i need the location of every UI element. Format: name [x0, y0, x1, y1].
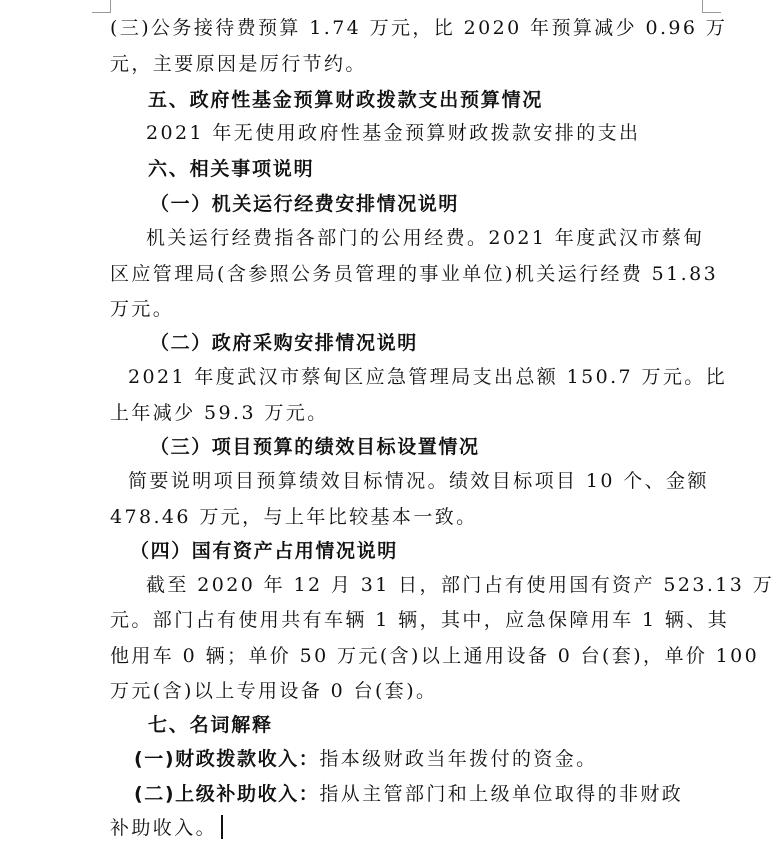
paragraph-performance-goals-cont: 478.46 万元，与上年比较基本一致。: [110, 506, 478, 528]
subheading-performance-goals: （三）项目预算的绩效目标设置情况: [150, 436, 480, 458]
heading-section-5: 五、政府性基金预算财政拨款支出预算情况: [148, 89, 544, 111]
paragraph-reception-budget: (三)公务接待费预算 1.74 万元，比 2020 年预算减少 0.96 万: [110, 17, 728, 39]
paragraph-procurement-cont: 上年减少 59.3 万元。: [110, 402, 329, 424]
term-superior-subsidy: [134, 781, 683, 807]
paragraph-operating-costs-cont: 区应管理局(含参照公务员管理的事业单位)机关运行经费 51.83: [110, 263, 719, 285]
paragraph-reception-budget-cont: 元，主要原因是厉行节约。: [110, 53, 367, 75]
term-label: (一)财政拨款收入：: [134, 748, 320, 770]
paragraph-performance-goals: 简要说明项目预算绩效目标情况。绩效目标项目 10 个、金额: [128, 470, 709, 492]
margin-corner-mark-left: [92, 0, 111, 13]
paragraph-operating-costs: 机关运行经费指各部门的公用经费。2021 年度武汉市蔡甸: [146, 227, 705, 249]
term-fiscal-appropriation: [134, 746, 598, 772]
term-label: (二)上级补助收入：: [134, 783, 320, 805]
term-superior-subsidy-cont: [110, 815, 223, 841]
margin-corner-mark-right: [702, 0, 721, 13]
paragraph-procurement: 2021 年度武汉市蔡甸区应急管理局支出总额 150.7 万元。比: [128, 366, 728, 388]
paragraph-state-assets-cont-3: 万元(含)以上专用设备 0 台(套)。: [110, 680, 438, 702]
subheading-state-assets: （四）国有资产占用情况说明: [130, 540, 398, 562]
term-definition: 指本级财政当年拨付的资金。: [319, 748, 598, 770]
subheading-procurement: （二）政府采购安排情况说明: [150, 332, 418, 354]
term-definition: 指从主管部门和上级单位取得的非财政: [319, 783, 684, 805]
text-cursor: [221, 815, 223, 839]
paragraph-state-assets: 截至 2020 年 12 月 31 日，部门占有使用国有资产 523.13 万: [146, 574, 775, 596]
paragraph-fund-budget: 2021 年无使用政府性基金预算财政拨款安排的支出: [146, 122, 641, 144]
paragraph-state-assets-cont-1: 元。部门占有使用共有车辆 1 辆，其中，应急保障用车 1 辆、其: [110, 609, 730, 631]
paragraph-state-assets-cont-2: 他用车 0 辆；单价 50 万元(含)以上通用设备 0 台(套)，单价 100: [110, 645, 760, 667]
last-line-text: 补助收入。: [110, 817, 218, 839]
heading-section-6: 六、相关事项说明: [148, 158, 315, 180]
heading-section-7: 七、名词解释: [148, 714, 273, 736]
paragraph-operating-costs-end: 万元。: [110, 298, 175, 320]
subheading-operating-costs: （一）机关运行经费安排情况说明: [150, 193, 460, 215]
